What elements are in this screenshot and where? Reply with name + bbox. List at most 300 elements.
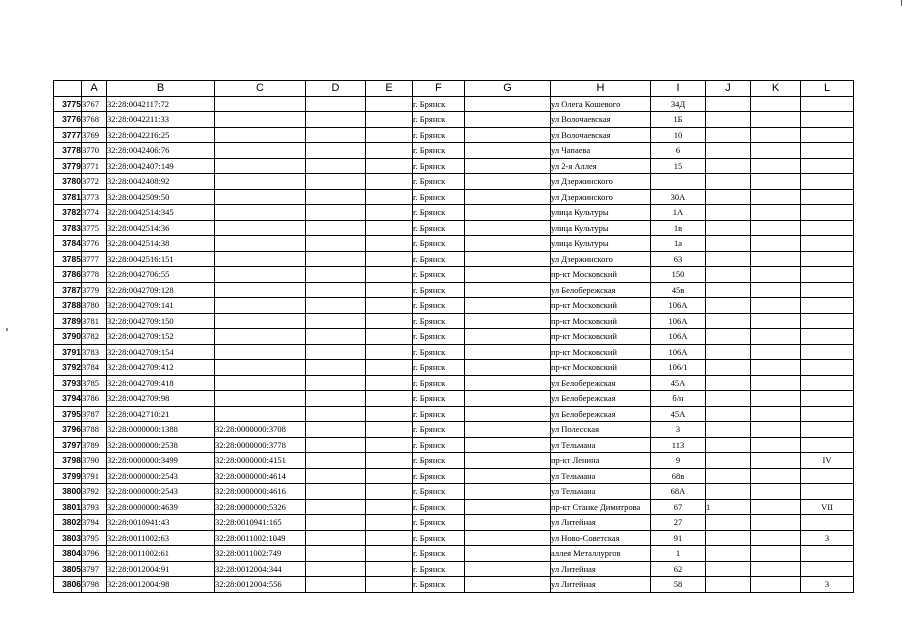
city: г. Брянск — [413, 174, 465, 190]
cell-a: 3787 — [82, 406, 107, 422]
house-number: 91 — [651, 530, 706, 546]
cell-d — [306, 422, 366, 438]
cell-l — [801, 236, 854, 252]
house-number: 113 — [651, 437, 706, 453]
street: ул Олега Кошевого — [551, 96, 651, 112]
row-number: 3784 — [54, 236, 82, 252]
row-number: 3805 — [54, 561, 82, 577]
related-cadastral-number — [215, 96, 306, 112]
table-row — [54, 189, 854, 205]
cell-j — [706, 205, 751, 221]
cadastral-number: 32:28:0042408:92 — [107, 174, 215, 190]
house-number: 62 — [651, 561, 706, 577]
related-cadastral-number — [215, 267, 306, 283]
cell-l — [801, 267, 854, 283]
row-number: 3803 — [54, 530, 82, 546]
row-number: 3793 — [54, 375, 82, 391]
related-cadastral-number — [215, 313, 306, 329]
cell-e — [366, 251, 413, 267]
cell-l: IV — [801, 453, 854, 469]
cell-e — [366, 515, 413, 531]
row-number: 3782 — [54, 205, 82, 221]
cell-k — [751, 158, 801, 174]
house-number: 10 — [651, 127, 706, 143]
cell-k — [751, 267, 801, 283]
house-number: 15 — [651, 158, 706, 174]
cell-j — [706, 174, 751, 190]
cell-k — [751, 391, 801, 407]
row-number: 3796 — [54, 422, 82, 438]
cadastral-number: 32:28:0011002:63 — [107, 530, 215, 546]
city: г. Брянск — [413, 360, 465, 376]
street: пр-кт Ленина — [551, 453, 651, 469]
cell-a: 3782 — [82, 329, 107, 345]
cell-d — [306, 220, 366, 236]
cell-l — [801, 437, 854, 453]
street: ул Тельмана — [551, 468, 651, 484]
row-number: 3786 — [54, 267, 82, 283]
cell-l — [801, 158, 854, 174]
street: пр-кт Московский — [551, 267, 651, 283]
cell-e — [366, 127, 413, 143]
related-cadastral-number — [215, 344, 306, 360]
related-cadastral-number — [215, 112, 306, 128]
cell-e — [366, 158, 413, 174]
cell-d — [306, 282, 366, 298]
cell-g — [465, 251, 551, 267]
table-row — [54, 546, 854, 562]
cadastral-number: 32:28:0042706:55 — [107, 267, 215, 283]
cadastral-number: 32:28:0042406:76 — [107, 143, 215, 159]
cell-a: 3797 — [82, 561, 107, 577]
cell-l — [801, 484, 854, 500]
table-row — [54, 530, 854, 546]
cell-a: 3771 — [82, 158, 107, 174]
table-row — [54, 375, 854, 391]
cell-a: 3794 — [82, 515, 107, 531]
cell-k — [751, 189, 801, 205]
street: ул Белобережская — [551, 375, 651, 391]
table-row — [54, 561, 854, 577]
cell-k — [751, 546, 801, 562]
cell-a: 3786 — [82, 391, 107, 407]
cell-k — [751, 484, 801, 500]
street: ул Дзержинского — [551, 174, 651, 190]
related-cadastral-number — [215, 298, 306, 314]
cell-l — [801, 143, 854, 159]
street: аллея Металлургов — [551, 546, 651, 562]
cell-l — [801, 205, 854, 221]
house-number: 45в — [651, 282, 706, 298]
table-row — [54, 158, 854, 174]
cell-l: VII — [801, 499, 854, 515]
cell-d — [306, 313, 366, 329]
cell-j — [706, 484, 751, 500]
column-header-f: F — [413, 81, 465, 97]
city: г. Брянск — [413, 205, 465, 221]
street: пр-кт Московский — [551, 360, 651, 376]
cell-d — [306, 127, 366, 143]
city: г. Брянск — [413, 220, 465, 236]
cell-a: 3784 — [82, 360, 107, 376]
cell-d — [306, 561, 366, 577]
related-cadastral-number: 32:28:0000000:3778 — [215, 437, 306, 453]
street: ул Тельмана — [551, 437, 651, 453]
city: г. Брянск — [413, 437, 465, 453]
cell-l — [801, 422, 854, 438]
street: ул Литейная — [551, 561, 651, 577]
cell-k — [751, 437, 801, 453]
cadastral-number: 32:28:0042514:36 — [107, 220, 215, 236]
cell-g — [465, 375, 551, 391]
city: г. Брянск — [413, 391, 465, 407]
cell-l — [801, 375, 854, 391]
cell-d — [306, 360, 366, 376]
row-number: 3781 — [54, 189, 82, 205]
table-row — [54, 577, 854, 593]
column-header-g: G — [465, 81, 551, 97]
cell-j — [706, 236, 751, 252]
column-header-j: J — [706, 81, 751, 97]
cell-j — [706, 561, 751, 577]
row-number: 3806 — [54, 577, 82, 593]
city: г. Брянск — [413, 561, 465, 577]
cell-k — [751, 406, 801, 422]
cell-g — [465, 205, 551, 221]
cell-e — [366, 174, 413, 190]
cell-k — [751, 251, 801, 267]
cell-j — [706, 391, 751, 407]
cell-e — [366, 375, 413, 391]
city: г. Брянск — [413, 143, 465, 159]
related-cadastral-number — [215, 220, 306, 236]
column-header-a: A — [82, 81, 107, 97]
cell-l — [801, 298, 854, 314]
cadastral-number: 32:28:0042117:72 — [107, 96, 215, 112]
street: ул Белобережская — [551, 391, 651, 407]
city: г. Брянск — [413, 158, 465, 174]
cell-j — [706, 577, 751, 593]
cadastral-number: 32:28:0000000:1388 — [107, 422, 215, 438]
row-number: 3798 — [54, 453, 82, 469]
related-cadastral-number — [215, 282, 306, 298]
cell-e — [366, 468, 413, 484]
cell-g — [465, 298, 551, 314]
cell-k — [751, 127, 801, 143]
cell-j: 1 — [706, 499, 751, 515]
cell-d — [306, 468, 366, 484]
city: г. Брянск — [413, 236, 465, 252]
cell-g — [465, 484, 551, 500]
row-number: 3794 — [54, 391, 82, 407]
column-header-d: D — [306, 81, 366, 97]
table-row — [54, 220, 854, 236]
cadastral-number: 32:28:0042709:154 — [107, 344, 215, 360]
street: ул Волочаевская — [551, 112, 651, 128]
cell-l — [801, 174, 854, 190]
cell-l — [801, 189, 854, 205]
cadastral-number: 32:28:0000000:4639 — [107, 499, 215, 515]
cell-k — [751, 515, 801, 531]
street: улица Культуры — [551, 236, 651, 252]
cell-a: 3772 — [82, 174, 107, 190]
row-number: 3801 — [54, 499, 82, 515]
related-cadastral-number — [215, 158, 306, 174]
cadastral-number: 32:28:0042709:98 — [107, 391, 215, 407]
related-cadastral-number — [215, 360, 306, 376]
cadastral-number: 32:28:0000000:3499 — [107, 453, 215, 469]
cell-g — [465, 96, 551, 112]
city: г. Брянск — [413, 127, 465, 143]
cell-e — [366, 484, 413, 500]
cell-a: 3778 — [82, 267, 107, 283]
cell-e — [366, 391, 413, 407]
city: г. Брянск — [413, 515, 465, 531]
cell-l: 3 — [801, 530, 854, 546]
cell-a: 3798 — [82, 577, 107, 593]
cell-e — [366, 189, 413, 205]
table-row — [54, 484, 854, 500]
row-number: 3795 — [54, 406, 82, 422]
cell-a: 3775 — [82, 220, 107, 236]
house-number: 106А — [651, 344, 706, 360]
house-number: 3 — [651, 422, 706, 438]
cell-g — [465, 189, 551, 205]
row-number: 3776 — [54, 112, 82, 128]
table-row — [54, 437, 854, 453]
cell-g — [465, 561, 551, 577]
related-cadastral-number — [215, 236, 306, 252]
city: г. Брянск — [413, 546, 465, 562]
cell-l — [801, 515, 854, 531]
cell-e — [366, 422, 413, 438]
cell-g — [465, 267, 551, 283]
cell-g — [465, 344, 551, 360]
city: г. Брянск — [413, 96, 465, 112]
cell-d — [306, 298, 366, 314]
street: ул Волочаевская — [551, 127, 651, 143]
cell-l — [801, 251, 854, 267]
cell-e — [366, 344, 413, 360]
city: г. Брянск — [413, 282, 465, 298]
column-header-b: B — [107, 81, 215, 97]
related-cadastral-number — [215, 143, 306, 159]
cell-d — [306, 251, 366, 267]
related-cadastral-number: 32:28:0010941:165 — [215, 515, 306, 531]
related-cadastral-number: 32:28:0012004:344 — [215, 561, 306, 577]
cell-l — [801, 344, 854, 360]
cadastral-number: 32:28:0042709:150 — [107, 313, 215, 329]
house-number: 68А — [651, 484, 706, 500]
city: г. Брянск — [413, 189, 465, 205]
house-number: 30А — [651, 189, 706, 205]
cell-a: 3796 — [82, 546, 107, 562]
house-number: 106А — [651, 313, 706, 329]
cell-a: 3769 — [82, 127, 107, 143]
column-header-e: E — [366, 81, 413, 97]
table-row — [54, 329, 854, 345]
cell-a: 3790 — [82, 453, 107, 469]
cell-e — [366, 499, 413, 515]
row-number: 3789 — [54, 313, 82, 329]
cell-k — [751, 561, 801, 577]
cell-j — [706, 546, 751, 562]
cell-e — [366, 577, 413, 593]
cell-e — [366, 143, 413, 159]
cell-k — [751, 205, 801, 221]
related-cadastral-number — [215, 251, 306, 267]
related-cadastral-number — [215, 406, 306, 422]
cell-e — [366, 329, 413, 345]
row-number: 3797 — [54, 437, 82, 453]
cell-k — [751, 344, 801, 360]
cell-g — [465, 127, 551, 143]
city: г. Брянск — [413, 375, 465, 391]
cell-g — [465, 174, 551, 190]
column-header-row — [54, 81, 854, 97]
row-number: 3778 — [54, 143, 82, 159]
cell-l: 3 — [801, 577, 854, 593]
cell-g — [465, 282, 551, 298]
cell-g — [465, 329, 551, 345]
table-row — [54, 453, 854, 469]
city: г. Брянск — [413, 577, 465, 593]
cell-e — [366, 236, 413, 252]
cadastral-number: 32:28:0000000:2538 — [107, 437, 215, 453]
cadastral-number: 32:28:0000000:2543 — [107, 468, 215, 484]
cell-d — [306, 158, 366, 174]
cell-l — [801, 561, 854, 577]
cell-a: 3780 — [82, 298, 107, 314]
related-cadastral-number — [215, 174, 306, 190]
cell-j — [706, 127, 751, 143]
cell-d — [306, 515, 366, 531]
city: г. Брянск — [413, 344, 465, 360]
cell-g — [465, 143, 551, 159]
cell-j — [706, 251, 751, 267]
city: г. Брянск — [413, 112, 465, 128]
cell-g — [465, 313, 551, 329]
cell-g — [465, 220, 551, 236]
cadastral-number: 32:28:0042211:33 — [107, 112, 215, 128]
city: г. Брянск — [413, 251, 465, 267]
related-cadastral-number: 32:28:0011002:749 — [215, 546, 306, 562]
cell-d — [306, 236, 366, 252]
house-number: 1Б — [651, 112, 706, 128]
cell-l — [801, 220, 854, 236]
cell-e — [366, 267, 413, 283]
street: пр-кт Московский — [551, 313, 651, 329]
house-number: б/н — [651, 391, 706, 407]
cell-a: 3774 — [82, 205, 107, 221]
table-row — [54, 282, 854, 298]
cell-d — [306, 205, 366, 221]
cell-k — [751, 453, 801, 469]
cell-a: 3779 — [82, 282, 107, 298]
cell-j — [706, 143, 751, 159]
related-cadastral-number — [215, 391, 306, 407]
row-number: 3787 — [54, 282, 82, 298]
cell-d — [306, 344, 366, 360]
cell-l — [801, 546, 854, 562]
row-number: 3792 — [54, 360, 82, 376]
cell-j — [706, 220, 751, 236]
cell-j — [706, 406, 751, 422]
cell-d — [306, 329, 366, 345]
cell-j — [706, 453, 751, 469]
street: ул Ново-Советская — [551, 530, 651, 546]
cell-d — [306, 267, 366, 283]
city: г. Брянск — [413, 329, 465, 345]
cell-d — [306, 174, 366, 190]
cell-j — [706, 375, 751, 391]
cell-d — [306, 437, 366, 453]
cell-d — [306, 577, 366, 593]
cell-k — [751, 174, 801, 190]
house-number: 45А — [651, 375, 706, 391]
column-header-k: K — [751, 81, 801, 97]
house-number: 67 — [651, 499, 706, 515]
scan-speck — [6, 328, 8, 331]
street: ул Дзержинского — [551, 251, 651, 267]
related-cadastral-number — [215, 375, 306, 391]
related-cadastral-number: 32:28:0012004:556 — [215, 577, 306, 593]
row-number: 3791 — [54, 344, 82, 360]
spreadsheet-table — [53, 80, 854, 593]
table-row — [54, 499, 854, 515]
cell-l — [801, 127, 854, 143]
cell-g — [465, 499, 551, 515]
cell-a: 3767 — [82, 96, 107, 112]
cell-e — [366, 205, 413, 221]
cell-e — [366, 220, 413, 236]
cell-j — [706, 344, 751, 360]
street: пр-кт Московский — [551, 344, 651, 360]
related-cadastral-number — [215, 189, 306, 205]
cell-a: 3789 — [82, 437, 107, 453]
cell-d — [306, 96, 366, 112]
related-cadastral-number: 32:28:0000000:5326 — [215, 499, 306, 515]
cell-a: 3777 — [82, 251, 107, 267]
cell-e — [366, 298, 413, 314]
cell-a: 3785 — [82, 375, 107, 391]
cell-l — [801, 468, 854, 484]
city: г. Брянск — [413, 484, 465, 500]
cell-a: 3788 — [82, 422, 107, 438]
cell-l — [801, 282, 854, 298]
street: пр-кт Московский — [551, 329, 651, 345]
cadastral-number: 32:28:0042709:418 — [107, 375, 215, 391]
street: ул Белобережская — [551, 406, 651, 422]
table-row — [54, 174, 854, 190]
table-row — [54, 313, 854, 329]
cell-d — [306, 112, 366, 128]
cell-e — [366, 453, 413, 469]
street: ул Литейная — [551, 577, 651, 593]
row-number: 3779 — [54, 158, 82, 174]
related-cadastral-number — [215, 329, 306, 345]
cell-k — [751, 96, 801, 112]
street: ул Белобережская — [551, 282, 651, 298]
cell-j — [706, 329, 751, 345]
cell-k — [751, 112, 801, 128]
row-number: 3800 — [54, 484, 82, 500]
cadastral-number: 32:28:0042407:149 — [107, 158, 215, 174]
cell-g — [465, 112, 551, 128]
house-number: 45А — [651, 406, 706, 422]
table-row — [54, 96, 854, 112]
cell-k — [751, 468, 801, 484]
